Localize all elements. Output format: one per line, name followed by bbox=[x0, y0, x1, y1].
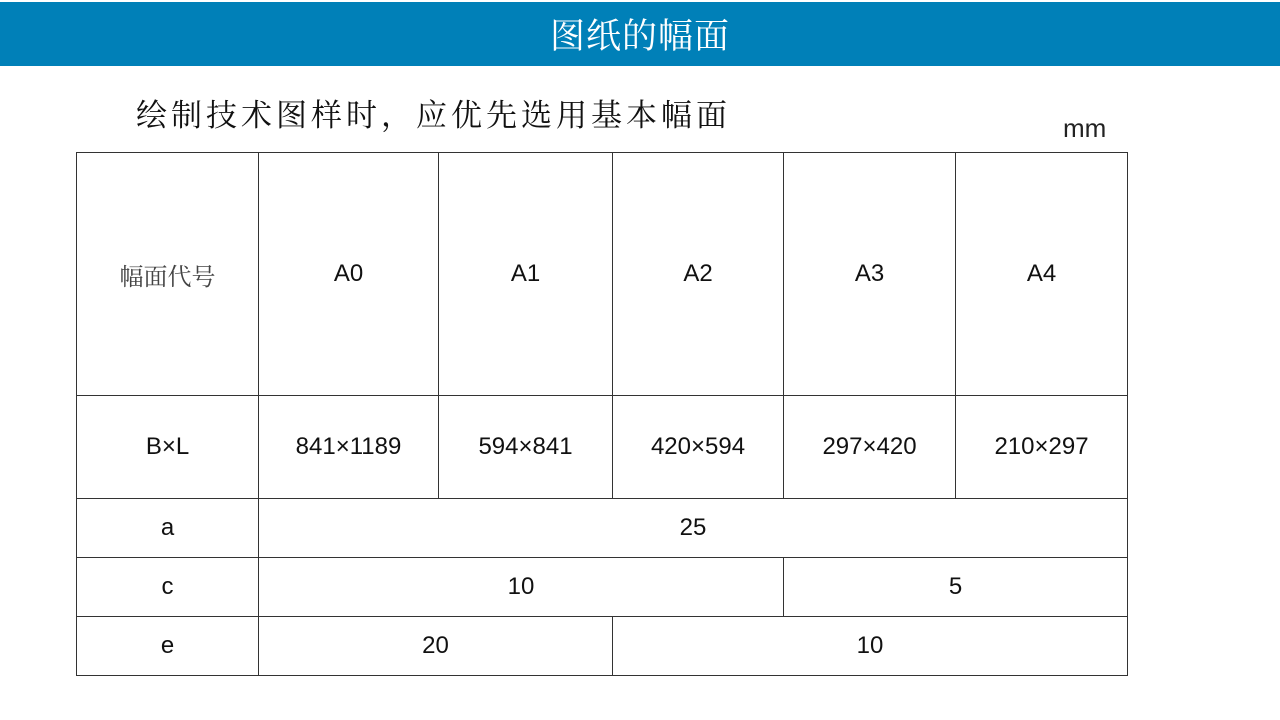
title-bar bbox=[0, 2, 1280, 66]
e-value-a2-a4: 10 bbox=[613, 617, 1128, 676]
size-a1: 594×841 bbox=[439, 396, 613, 499]
table-row-a bbox=[77, 499, 1128, 558]
unit-label: mm bbox=[1063, 113, 1107, 143]
format-a3: A3 bbox=[784, 153, 956, 396]
table-row-e bbox=[77, 617, 1128, 676]
table-row-format-code bbox=[77, 153, 1128, 396]
size-a3: 297×420 bbox=[784, 396, 956, 499]
size-a4: 210×297 bbox=[956, 396, 1128, 499]
size-a0: 841×1189 bbox=[259, 396, 439, 499]
format-a0: A0 bbox=[259, 153, 439, 396]
table-row-c bbox=[77, 558, 1128, 617]
size-a2: 420×594 bbox=[613, 396, 784, 499]
e-label: e bbox=[77, 617, 259, 676]
format-a2: A2 bbox=[613, 153, 784, 396]
c-value-a0-a2: 10 bbox=[259, 558, 784, 617]
e-value-a0-a1: 20 bbox=[259, 617, 613, 676]
paper-format-table bbox=[76, 152, 1128, 676]
format-a4: A4 bbox=[956, 153, 1128, 396]
subtitle: 绘制技术图样时，应优先选用基本幅面 bbox=[136, 98, 731, 134]
c-label: c bbox=[77, 558, 259, 617]
format-a1: A1 bbox=[439, 153, 613, 396]
table-row-size bbox=[77, 396, 1128, 499]
a-label: a bbox=[77, 499, 259, 558]
c-value-a3-a4: 5 bbox=[784, 558, 1128, 617]
size-label: B×L bbox=[77, 396, 259, 499]
format-code-label: 幅面代号 bbox=[77, 153, 259, 396]
a-value: 25 bbox=[259, 499, 1128, 558]
page-title: 图纸的幅面 bbox=[549, 17, 730, 57]
